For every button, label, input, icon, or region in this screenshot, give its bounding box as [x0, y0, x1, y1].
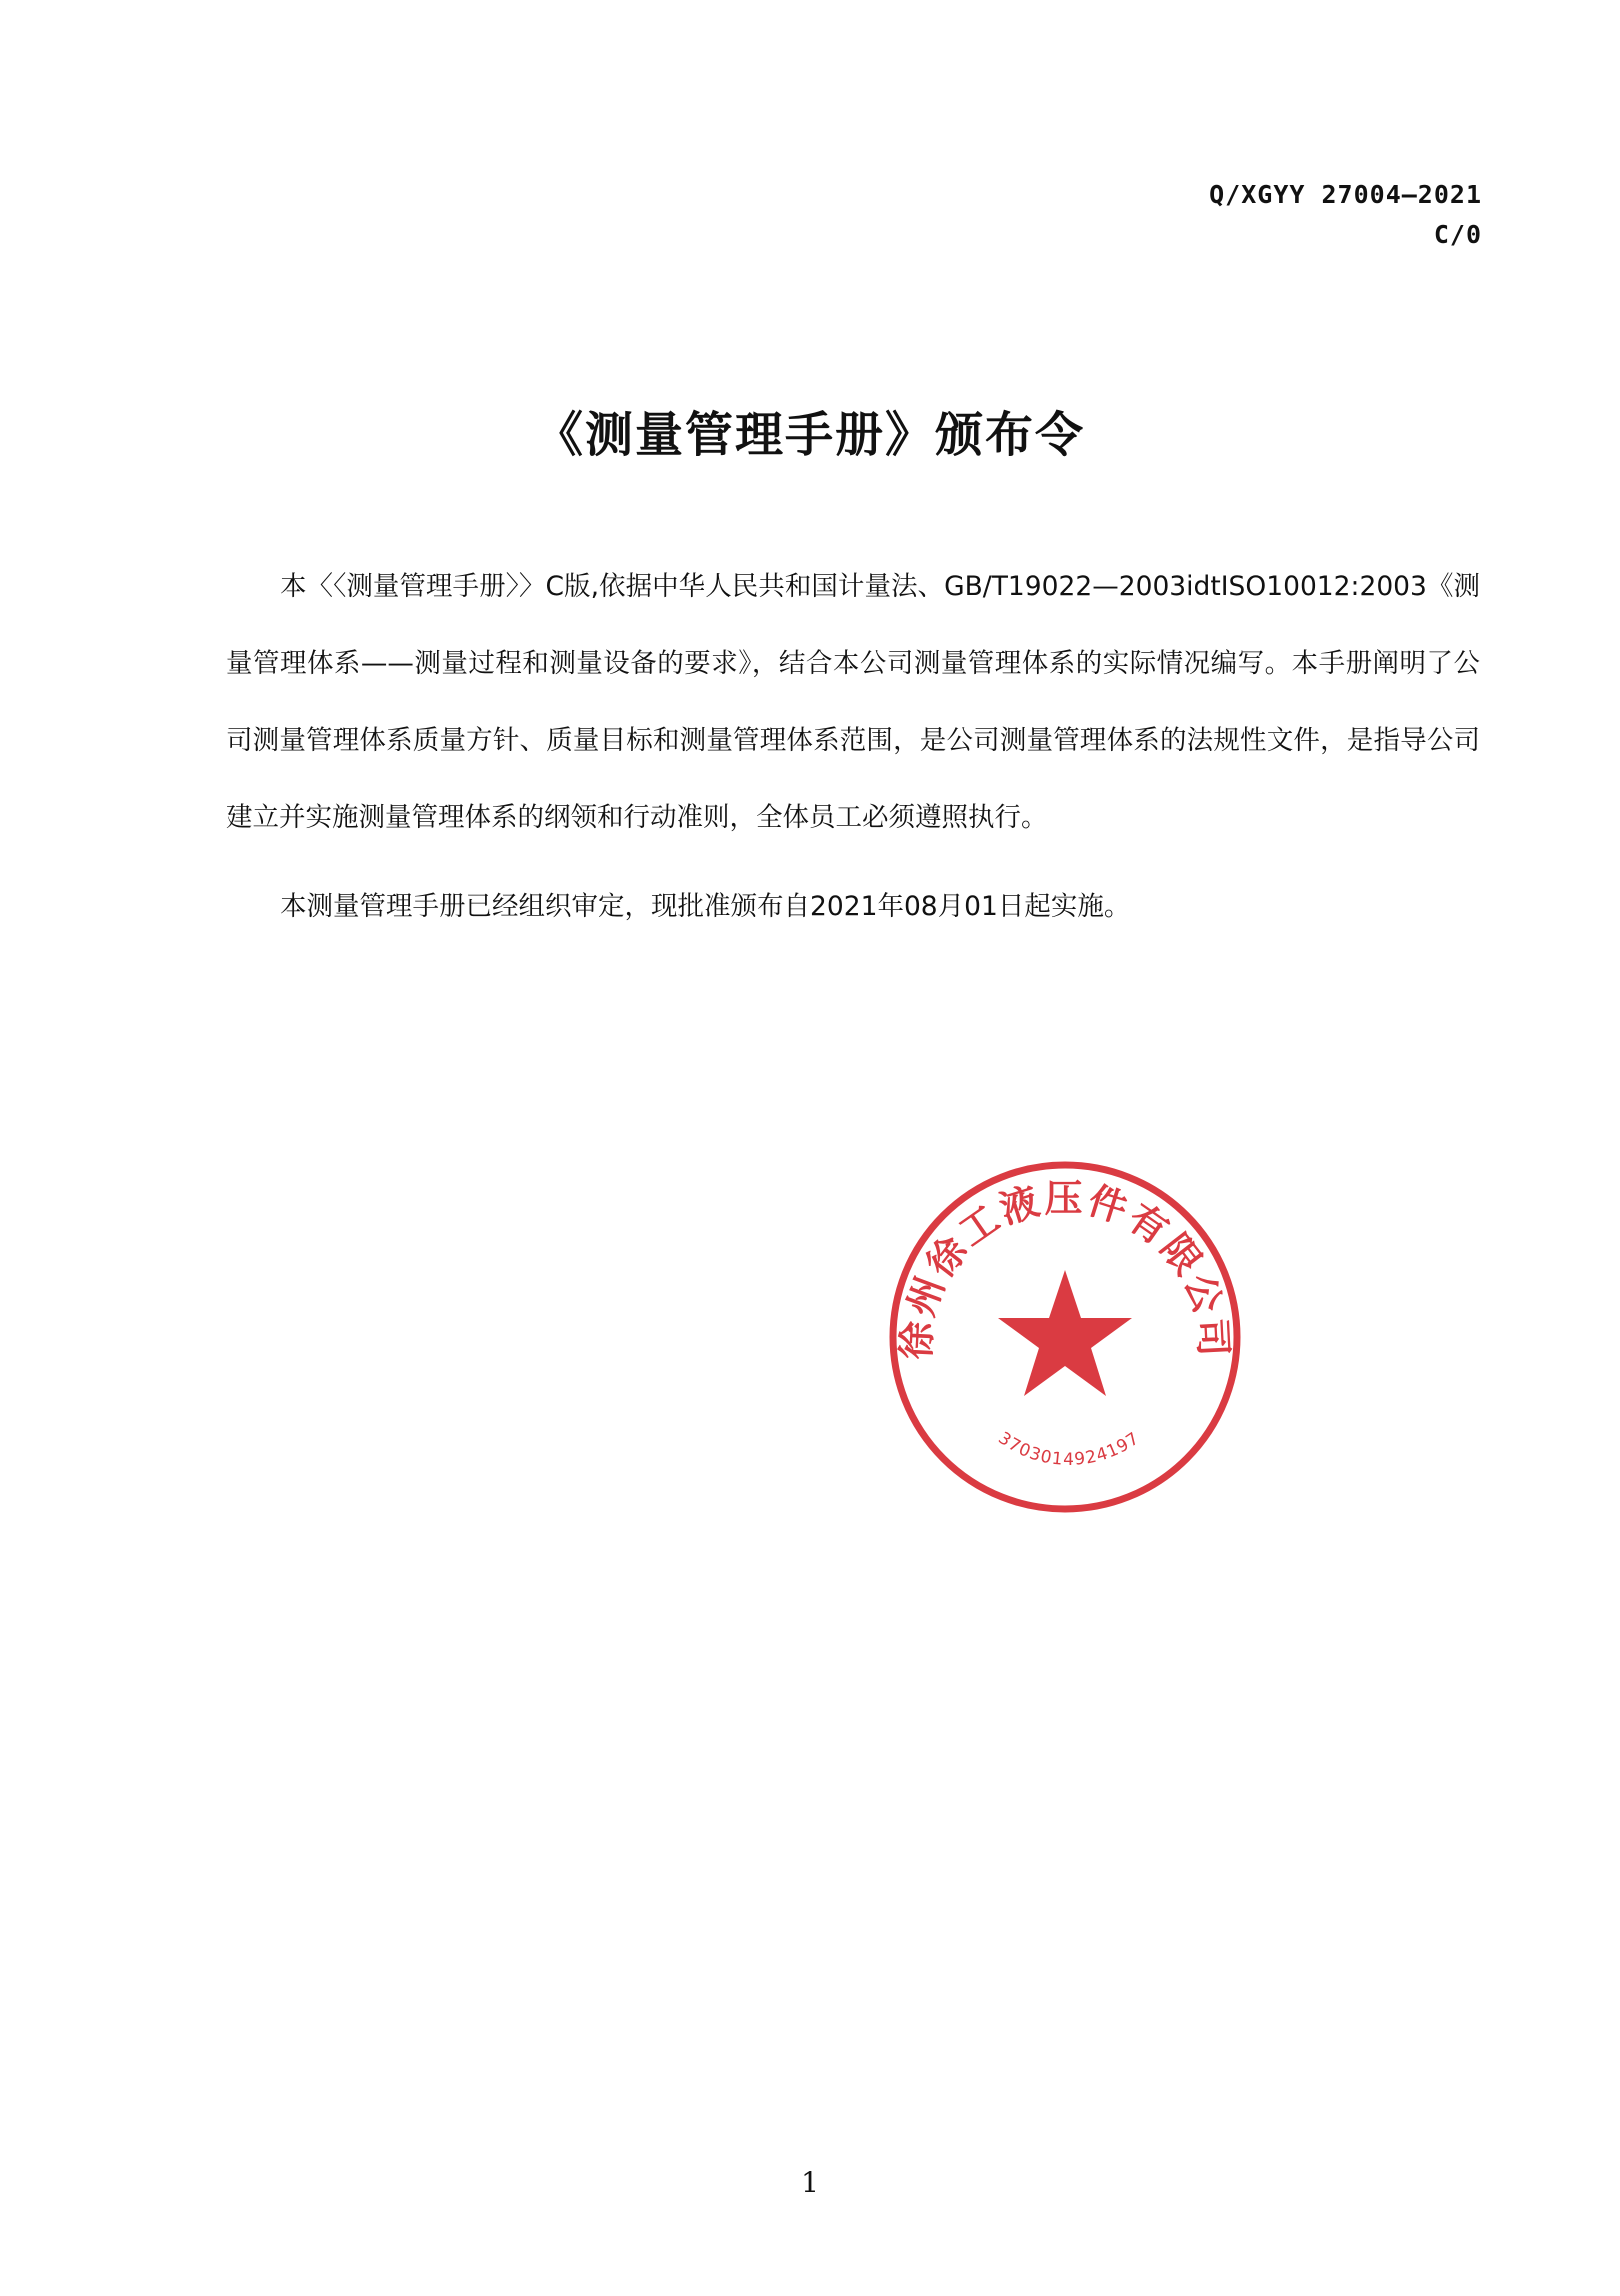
page-number: 1 — [801, 2166, 819, 2199]
document-number: Q/XGYY 27004—2021 — [1209, 180, 1482, 209]
document-revision: C/0 — [1433, 220, 1482, 249]
body-paragraph-1: 本〈〈测量管理手册〉〉C版,依据中华人民共和国计量法、GB/T19022—2003idtISO10012:2003《测量管理体系——测量过程和测量设备的要求》，结合本公司测量管理体系的实际情况编写。本手册阐明了公司测量管理体系质量方针、质量目标和测量管理体系范围，是公司测量管理体系的法规性文件，是指导公司建立并实施测量管理体系的纲领和行动准则，全体员工必须遵照执行。 — [226, 571, 1480, 833]
page-title: 《测量管理手册》颁布令 — [534, 407, 1085, 463]
star-icon — [998, 1270, 1132, 1396]
company-seal — [880, 1152, 1250, 1522]
seal-registration-number: 3703014924197 — [994, 1428, 1144, 1470]
body-paragraph-2: 本测量管理手册已经组织审定，现批准颁布自2021年08月01日起实施。 — [280, 891, 1131, 922]
document-body — [226, 548, 1480, 945]
seal-company-name: 徐州徐工液压件有限公司 — [893, 1175, 1237, 1361]
document-code-block — [1209, 175, 1482, 255]
